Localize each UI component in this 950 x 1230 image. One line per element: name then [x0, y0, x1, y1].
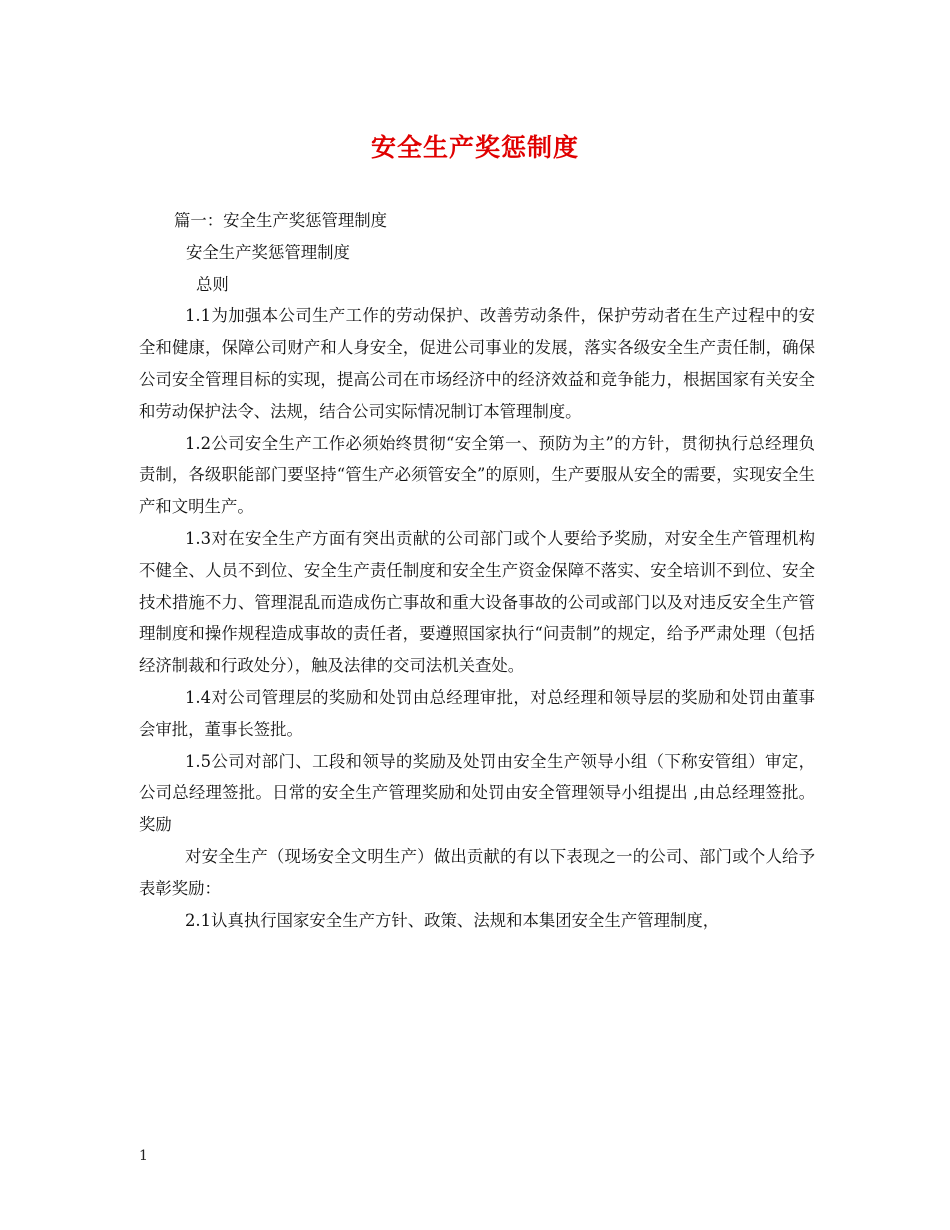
document-body: [139, 205, 815, 936]
section-heading: 篇一：安全生产奖惩管理制度: [174, 211, 388, 230]
subsection-heading: 安全生产奖惩管理制度: [186, 242, 350, 262]
page-number: 1: [139, 1148, 148, 1164]
paragraph: 对安全生产（现场安全文明生产）做出贡献的有以下表现之一的公司、部门或个人给予表彰奖励：: [139, 846, 815, 898]
paragraph: 1.2公司安全生产工作必须始终贯彻“安全第一、预防为主”的方针，贯彻执行总经理负责制，各级职能部门要坚持“管生产必须管安全”的原则，生产要服从安全的需要，实现安全生产和文明生产。: [139, 433, 815, 517]
paragraph: 1.4对公司管理层的奖励和处罚由总经理审批，对总经理和领导层的奖励和处罚由董事会审批，董事长签批。: [139, 687, 815, 739]
chapter-heading: 总则: [196, 274, 229, 294]
document-title: 安全生产奖惩制度: [370, 133, 579, 162]
paragraph: 1.5公司对部门、工段和领导的奖励及处罚由安全生产领导小组（下称安管组）审定，公司总经理签批。日常的安全生产管理奖励和处罚由安全管理领导小组提出 ,由总经理签批。 奖励: [139, 751, 815, 835]
paragraph: 1.3对在安全生产方面有突出贡献的公司部门或个人要给予奖励，对安全生产管理机构不健全、人员不到位、安全生产责任制度和安全生产资金保障不落实、安全培训不到位、安全技术措施不力、管理混乱而造成伤亡事故和重大设备事故的公司或部门以及对违反安全生产管理制度和操作规程造成事故的责任者，要遵照国家执行“问责制”的规定，给予严肃处理（包括经济制裁和行政处分），触及法律的交司法机关查处。: [139, 528, 815, 676]
paragraph: 1.1为加强本公司生产工作的劳动保护、改善劳动条件，保护劳动者在生产过程中的安全和健康，保障公司财产和人身安全，促进公司事业的发展，落实各级安全生产责任制，确保公司安全管理目标的实现，提高公司在市场经济中的经济效益和竞争能力，根据国家有关安全和劳动保护法令、法规，结合公司实际情况制订本管理制度。: [139, 306, 815, 421]
paragraph: 2.1认真执行国家安全生产方针、政策、法规和本集团安全生产管理制度，: [185, 910, 720, 930]
